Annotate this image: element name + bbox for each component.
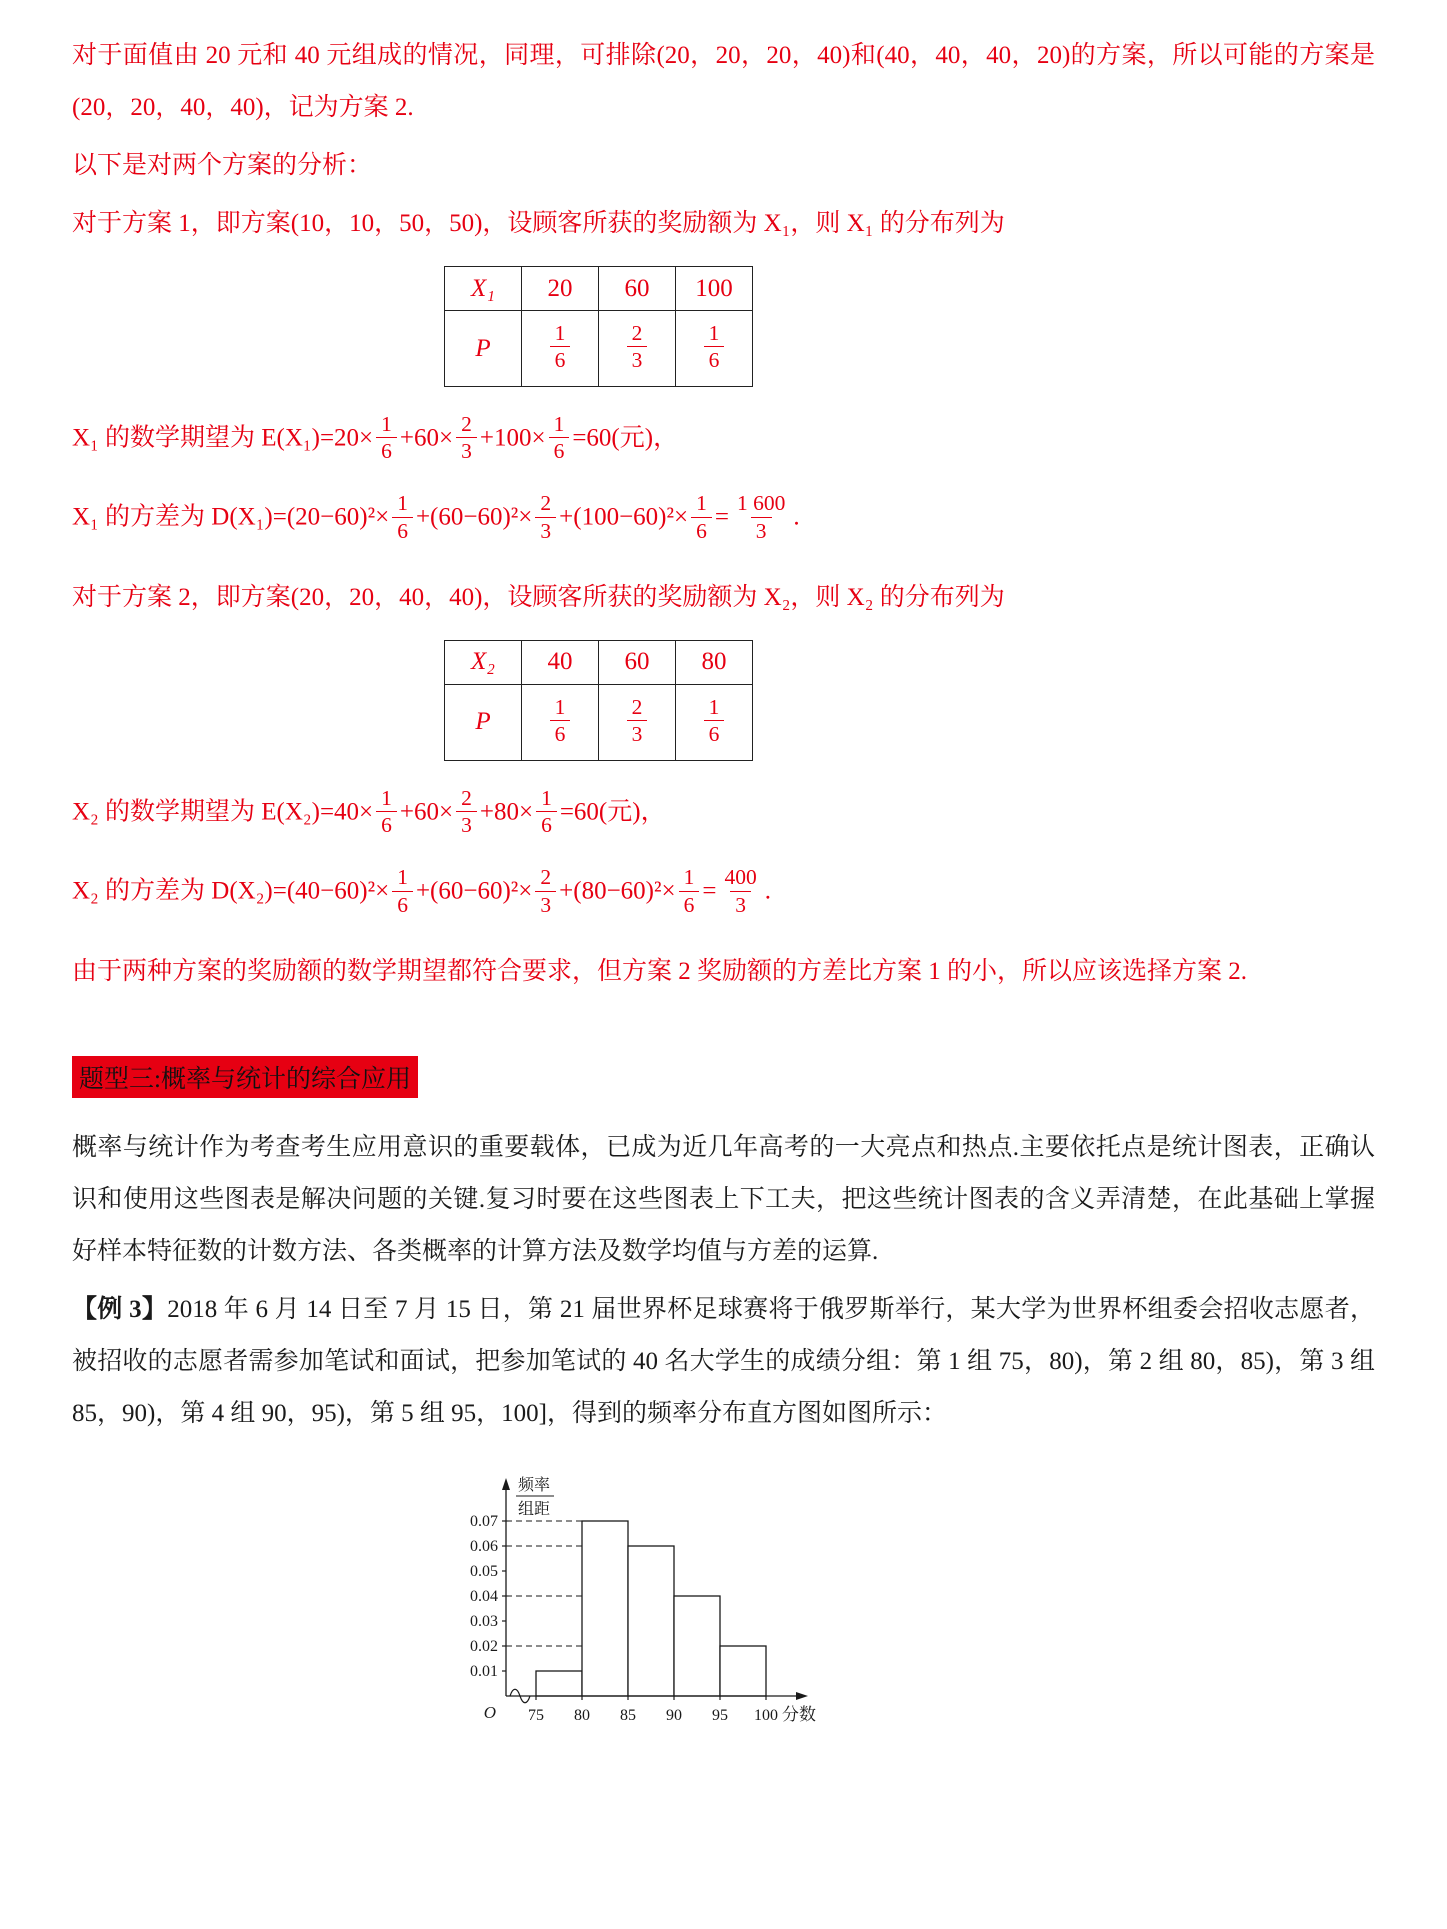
table-cell-prob: [676, 311, 753, 387]
fraction: $\frac{1}{6}$: [549, 411, 570, 464]
table-cell-value: 80: [676, 640, 753, 684]
fraction: $\frac{2}{3}$: [535, 864, 556, 917]
expectation-formula-x1: X₁ 的数学期望为 E(X₁)=20× $\frac{1}{6}$ +60× $\frac{2}{3}$ +100× $\frac{1}{6}$ =60(元)，: [72, 412, 679, 464]
fraction: $\frac{1}{6}$: [376, 785, 397, 838]
fraction: $\frac{2}{3}$: [535, 490, 556, 543]
y-tick-label: 0.02: [470, 1637, 498, 1655]
table-row: [445, 684, 753, 760]
x-tick-label: 85: [620, 1706, 636, 1724]
solution-paragraph-2: 以下是对两个方案的分析：: [72, 152, 373, 179]
fraction: $\frac{1}{6}$: [392, 864, 413, 917]
table-cell-prob: [599, 311, 676, 387]
table-cell-value: 20: [522, 267, 599, 311]
table-cell-value: 60: [599, 640, 676, 684]
solution-paragraph-1: 对于面值由 20 元和 40 元组成的情况，同理，可排除(20，20，20，40)和(40，40，40，20)的方案，所以可能的方案是(20，20，40，40)，记为方案 2.: [72, 42, 1375, 121]
histogram-bar: [720, 1646, 766, 1696]
example-paragraph: [72, 1284, 1375, 1440]
table-row: [445, 311, 753, 387]
table-row: [445, 267, 753, 311]
example-label: 【例 3】: [72, 1295, 168, 1323]
topic-intro-paragraph: 概率与统计作为考查考生应用意识的重要载体，已成为近几年高考的一大亮点和热点.主要依托点是统计图表，正确认识和使用这些图表是解决问题的关键.复习时要在这些图表上下工夫，把这些统计图表的含义弄清楚，在此基础上掌握好样本特征数的计数方法、各类概率的计算方法及数学均值与方差的运算.: [72, 1133, 1375, 1265]
histogram-bar: [674, 1596, 720, 1696]
histogram-bar: [582, 1521, 628, 1696]
fraction: $\frac{1}{6}$: [691, 490, 712, 543]
x-tick-label: 95: [712, 1706, 728, 1724]
y-axis-title-numerator: 频率: [518, 1476, 551, 1494]
frequency-histogram: [436, 1454, 866, 1736]
y-tick-label: 0.05: [470, 1562, 498, 1580]
y-axis-arrow: [502, 1478, 510, 1490]
variance-formula-x1: X₁ 的方差为 D(X₁)=(20−60)²× $\frac{1}{6}$ +(60−60)²× $\frac{2}{3}$ +(100−60)²× $\frac{1}{6}$ = $\frac{1 600}{3}$ .: [72, 491, 800, 543]
fraction: $\frac{1}{6}$: [550, 320, 571, 373]
distribution-table-x2: [444, 640, 753, 761]
table-cell-value: 40: [522, 640, 599, 684]
y-tick-label: 0.07: [470, 1512, 498, 1530]
y-tick-label: 0.04: [470, 1587, 498, 1605]
y-axis-title-denominator: 组距: [518, 1500, 551, 1518]
fraction: $\frac{1}{6}$: [704, 694, 725, 747]
fraction: $\frac{1}{6}$: [704, 320, 725, 373]
y-tick-label: 0.03: [470, 1612, 498, 1630]
x-tick-label: 90: [666, 1706, 682, 1724]
histogram-bar: [628, 1546, 674, 1696]
y-tick-label: 0.06: [470, 1537, 498, 1555]
fraction: $\frac{2}{3}$: [456, 785, 477, 838]
fraction: $\frac{400}{3}$: [724, 865, 757, 917]
x-tick-label: 100: [754, 1706, 778, 1724]
table-cell-prob: [522, 311, 599, 387]
table-cell-variable: X₁: [445, 267, 522, 311]
variance-formula-x2: X₂ 的方差为 D(X₂)=(40−60)²× $\frac{1}{6}$ +(60−60)²× $\frac{2}{3}$ +(80−60)²× $\frac{1}{6}$ = $\frac{400}{3}$ .: [72, 865, 771, 917]
solution-paragraph-4: 对于方案 2，即方案(20，20，40，40)，设顾客所获的奖励额为 X₂，则 X₂ 的分布列为: [72, 583, 1005, 611]
x-tick-label: 80: [574, 1706, 590, 1724]
table-cell-variable: P: [445, 311, 522, 387]
origin-label: O: [483, 1702, 496, 1722]
x-axis-arrow: [796, 1692, 808, 1700]
table-cell-prob: [599, 684, 676, 760]
fraction: $\frac{2}{3}$: [456, 411, 477, 464]
solution-paragraph-3: 对于方案 1，即方案(10，10，50，50)，设顾客所获的奖励额为 X₁，则 X₁ 的分布列为: [72, 210, 1005, 237]
expectation-formula-x2: X₂ 的数学期望为 E(X₂)=40× $\frac{1}{6}$ +60× $\frac{2}{3}$ +80× $\frac{1}{6}$ =60(元)，: [72, 785, 666, 838]
fraction: $\frac{1}{6}$: [550, 694, 571, 747]
x-axis-title: 分数: [782, 1704, 816, 1724]
fraction: $\frac{1}{6}$: [536, 785, 557, 838]
solution-conclusion: 由于两种方案的奖励额的数学期望都符合要求，但方案 2 奖励额的方差比方案 1 的小，所以应该选择方案 2.: [72, 957, 1248, 985]
fraction: $\frac{2}{3}$: [627, 694, 648, 747]
solution-section: [72, 30, 1375, 998]
fraction: $\frac{1}{6}$: [679, 864, 700, 917]
table-cell-prob: [522, 684, 599, 760]
y-tick-label: 0.01: [470, 1662, 498, 1680]
table-cell-variable: X₂: [445, 640, 522, 684]
table-cell-value: 60: [599, 267, 676, 311]
table-row: [445, 640, 753, 684]
fraction: $\frac{1}{6}$: [376, 411, 397, 464]
example-text: 2018 年 6 月 14 日至 7 月 15 日，第 21 届世界杯足球赛将于俄罗斯举行，某大学为世界杯组委会招收志愿者，被招收的志愿者需参加笔试和面试，把参加笔试的 40 名大学生的成绩分组：第 1 组 75，80)，第 2 组 80，85)，第 3 组 85，90)，第 4 组 90，95)，第 5 组 95，100]，得到的频率分布直方图如图所示：: [72, 1295, 1375, 1427]
table-cell-variable: P: [445, 684, 522, 760]
histogram-bar: [536, 1671, 582, 1696]
table-cell-prob: [676, 684, 753, 760]
section-header: 题型三:概率与统计的综合应用: [72, 1056, 418, 1098]
frequency-histogram-figure: [436, 1454, 1375, 1741]
fraction: $\frac{1}{6}$: [392, 490, 413, 543]
fraction: $\frac{2}{3}$: [627, 320, 648, 373]
fraction: $\frac{1 600}{3}$: [736, 491, 786, 543]
x-tick-label: 75: [528, 1706, 544, 1724]
distribution-table-x1: [444, 266, 753, 387]
table-cell-value: 100: [676, 267, 753, 311]
topic-section: [72, 1004, 1375, 1741]
